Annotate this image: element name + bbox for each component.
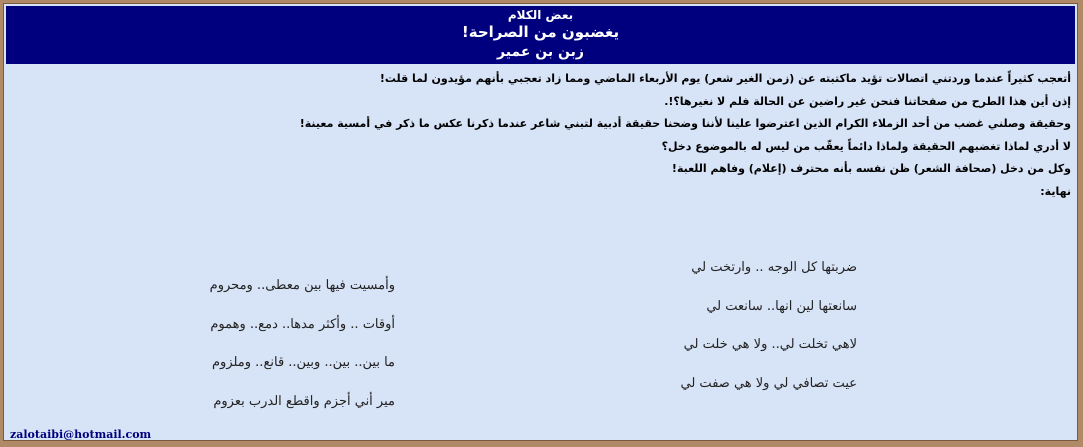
poem-verse: أوقات .. وأكثر مدها.. دمع.. وهموم: [210, 316, 395, 332]
poem-verse: ما بين.. بين.. وبين.. قانع.. وملزوم: [212, 355, 395, 370]
poem-verse: سانعتها لين انها.. سانعت لي: [706, 298, 857, 314]
paragraph: وكل من دخل (صحافة الشعر) ظن نفسه بأنه محترف (إعلام) وفاهم اللعبة!: [671, 162, 1071, 175]
poem-verse: وأمسيت فيها بين معطى.. ومحروم: [209, 278, 395, 293]
article-header: [6, 6, 1075, 64]
author-email-link[interactable]: zalotaibi@hotmail.com: [10, 428, 152, 441]
poem-second-hemistichs: [95, 276, 395, 430]
poem-verse: لاهي تخلت لي.. ولا هي خلت لي: [683, 337, 857, 352]
article-body: [11, 68, 1071, 203]
poem-first-hemistichs: [557, 258, 857, 412]
paragraph: أتعجب كثيراً عندما وردتني اتصالات تؤيد ماكتبته عن (زمن الغير شعر) يوم الأربعاء الماضي ومما زاد تعجبي بأنهم مؤيدون لما قلت!: [379, 72, 1071, 85]
article-frame: [3, 3, 1078, 441]
poem-verse: مير أني أجزم واقطع الدرب بعزوم: [213, 393, 395, 409]
paragraph: وحقيقة وصلني غضب من أحد الزملاء الكرام الذين اعترضوا علينا لأننا وضحنا حقيقة أدبية لتبني شاعر عندما ذكرنا عكس ما ذكر في أمسية معينة!: [299, 117, 1071, 130]
article-title: يغضبون من الصراحة!: [461, 23, 620, 41]
column-name: بعض الكلام: [507, 8, 574, 22]
paragraph: إذن أين هذا الطرح من صفحاتنا فنحن غير راضين عن الحالة فلم لا نغيرها؟!.: [664, 94, 1071, 108]
poem-verse: عيت تصافي لي ولا هي صفت لي: [680, 375, 857, 391]
poem-verse: ضربتها كل الوجه .. وارتخت لي: [691, 260, 857, 275]
paragraph: لا أدري لماذا تغضبهم الحقيقة ولماذا دائماً يعقّب من ليس له بالموضوع دخل؟: [661, 139, 1071, 153]
paragraph-ending-label: نهاية:: [1040, 184, 1071, 198]
author-name: زبن بن عمير: [497, 44, 584, 60]
